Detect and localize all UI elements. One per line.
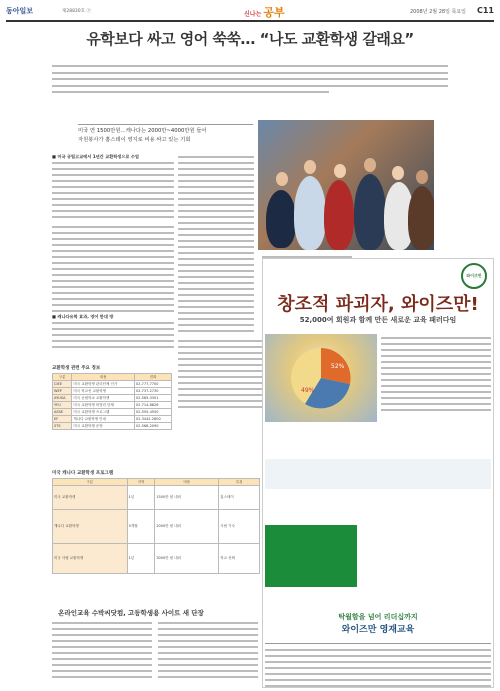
ad-side-text bbox=[381, 335, 491, 419]
ad-subtitle: 52,000여 회원과 함께 만든 새로운 교육 패러다임 bbox=[299, 316, 457, 324]
article-column-1 bbox=[52, 154, 174, 350]
table-row bbox=[53, 510, 260, 544]
table-row bbox=[53, 486, 260, 510]
table-cell: EF bbox=[53, 416, 72, 423]
section-heading: ■ 미국 공립고교에서 1년간 교환학생으로 수업 bbox=[52, 154, 139, 159]
ad-branch-list bbox=[265, 643, 491, 687]
masthead bbox=[6, 4, 494, 22]
table-cell: 캐나다 교환학생 bbox=[53, 510, 128, 544]
wiseman-logo: 와이즈만 bbox=[461, 263, 487, 289]
page-headline: 유학보다 싸고 영어 쑥쑥… “나도 교환학생 갈래요” bbox=[86, 30, 414, 48]
table-header: 내용 bbox=[72, 374, 135, 381]
ad-brand: 와이즈만 영재교육 bbox=[341, 625, 415, 635]
table-cell: 2000만 원 내외 bbox=[155, 510, 219, 544]
pie-label: 52% bbox=[331, 363, 345, 370]
table-row bbox=[53, 402, 172, 409]
table-cell: 5개월 bbox=[127, 510, 155, 544]
table-cell: 02-737-2730 bbox=[134, 388, 171, 395]
table-header: 특징 bbox=[219, 479, 260, 486]
table-row bbox=[53, 423, 172, 430]
table-row bbox=[53, 381, 172, 388]
wiseman-advertisement bbox=[262, 258, 494, 688]
ad-title: 창조적 파괴자, 와이즈만! bbox=[277, 294, 479, 315]
subdeck-line: 미국 연 1500만원…캐나다는 2000만~4000만원 들어 bbox=[78, 128, 207, 134]
exchange-info-table bbox=[52, 365, 172, 430]
table-cell: 02-568-2090 bbox=[134, 423, 171, 430]
table-cell: 미국 사립 교환학생 bbox=[53, 544, 128, 574]
article-column-4 bbox=[178, 338, 262, 408]
table-title: 교환학생 관련 주요 정보 bbox=[52, 366, 101, 371]
section-title bbox=[244, 4, 285, 20]
table-cell: 1500만 원 내외 bbox=[155, 486, 219, 510]
lead-paragraph bbox=[52, 63, 448, 96]
ad-green-box bbox=[265, 525, 357, 587]
table-header: 전화 bbox=[134, 374, 171, 381]
table-cell: 02-777-7700 bbox=[134, 381, 171, 388]
table-row bbox=[53, 544, 260, 574]
table-header: 구분 bbox=[53, 374, 72, 381]
bottom-article-headline: 온라인교육 수박씨닷컴, 고등학생용 사이트 새 단장 bbox=[58, 609, 204, 617]
ad-banner-strip bbox=[265, 459, 491, 489]
table-row bbox=[53, 416, 172, 423]
table-row bbox=[53, 388, 172, 395]
table-cell: 미국 교환학생 관리단체 인가 bbox=[72, 381, 135, 388]
table-row bbox=[53, 409, 172, 416]
table-cell: 1년 bbox=[127, 544, 155, 574]
page-number: C11 bbox=[476, 6, 494, 15]
table-cell: CIEE bbox=[53, 381, 72, 388]
table-cell: 02-3442-2800 bbox=[134, 416, 171, 423]
table-cell: 미국 공립학교 교환학생 bbox=[72, 395, 135, 402]
subdeck-line: 자원봉사가 홈스테이 영지로 비용 싸고 있는 기회 bbox=[78, 137, 191, 143]
ad-tagline: 탁월함을 넘어 리더십까지 bbox=[338, 613, 418, 621]
ad-pie-graphic bbox=[265, 334, 377, 422]
table-header: 구분 bbox=[53, 479, 128, 486]
issue-date: 2008년 2월 28일 목요일 bbox=[409, 9, 466, 15]
table-cell: 02-714-8826 bbox=[134, 402, 171, 409]
table-title: 미국 캐나다 교환학생 프로그램 bbox=[52, 471, 114, 476]
subdeck bbox=[78, 124, 253, 145]
table-cell: 미국 학교선 교환학생 bbox=[72, 388, 135, 395]
table-cell: 1년 bbox=[127, 486, 155, 510]
table-cell: AYUSA bbox=[53, 395, 72, 402]
table-cell: STS bbox=[53, 423, 72, 430]
section-subtitle: 신나는 bbox=[244, 11, 262, 18]
section-label: 공부 bbox=[263, 6, 285, 19]
table-cell: WEP bbox=[53, 388, 72, 395]
table-cell: 캐나다 교환학생 안내 bbox=[72, 416, 135, 423]
table-cell: 학교 선택 bbox=[219, 544, 260, 574]
table-cell: 미국 교환학생 비영리 단체 bbox=[72, 402, 135, 409]
article-column-2 bbox=[178, 154, 254, 334]
table-row bbox=[53, 395, 172, 402]
table-cell: 미국 교환학생 운영 bbox=[72, 423, 135, 430]
bottom-article-col-1 bbox=[52, 620, 152, 680]
table-cell: ASSE bbox=[53, 409, 72, 416]
table-header: 비용 bbox=[155, 479, 219, 486]
table-cell: 미국 교환학생 프로그램 bbox=[72, 409, 135, 416]
issue-number: 제28830호 ⓔ bbox=[62, 9, 91, 14]
table-cell: 02-565-3301 bbox=[134, 395, 171, 402]
table-cell: 미국 교환학생 bbox=[53, 486, 128, 510]
table-cell: YFU bbox=[53, 402, 72, 409]
table-cell: 홈스테이 bbox=[219, 486, 260, 510]
pie-label: 49% bbox=[301, 387, 315, 394]
program-comparison-table bbox=[52, 470, 260, 574]
students-photo bbox=[258, 120, 434, 250]
paper-name: 동아일보 bbox=[6, 7, 34, 15]
table-cell: 3000만 원 내외 bbox=[155, 544, 219, 574]
table-cell: 사립 기숙 bbox=[219, 510, 260, 544]
table-header: 지역 bbox=[127, 479, 155, 486]
section-heading: ■ 캐나다유학 효과, 영어 한대 방 bbox=[52, 314, 114, 319]
bottom-article-col-2 bbox=[158, 620, 258, 680]
table-cell: 02-555-4550 bbox=[134, 409, 171, 416]
